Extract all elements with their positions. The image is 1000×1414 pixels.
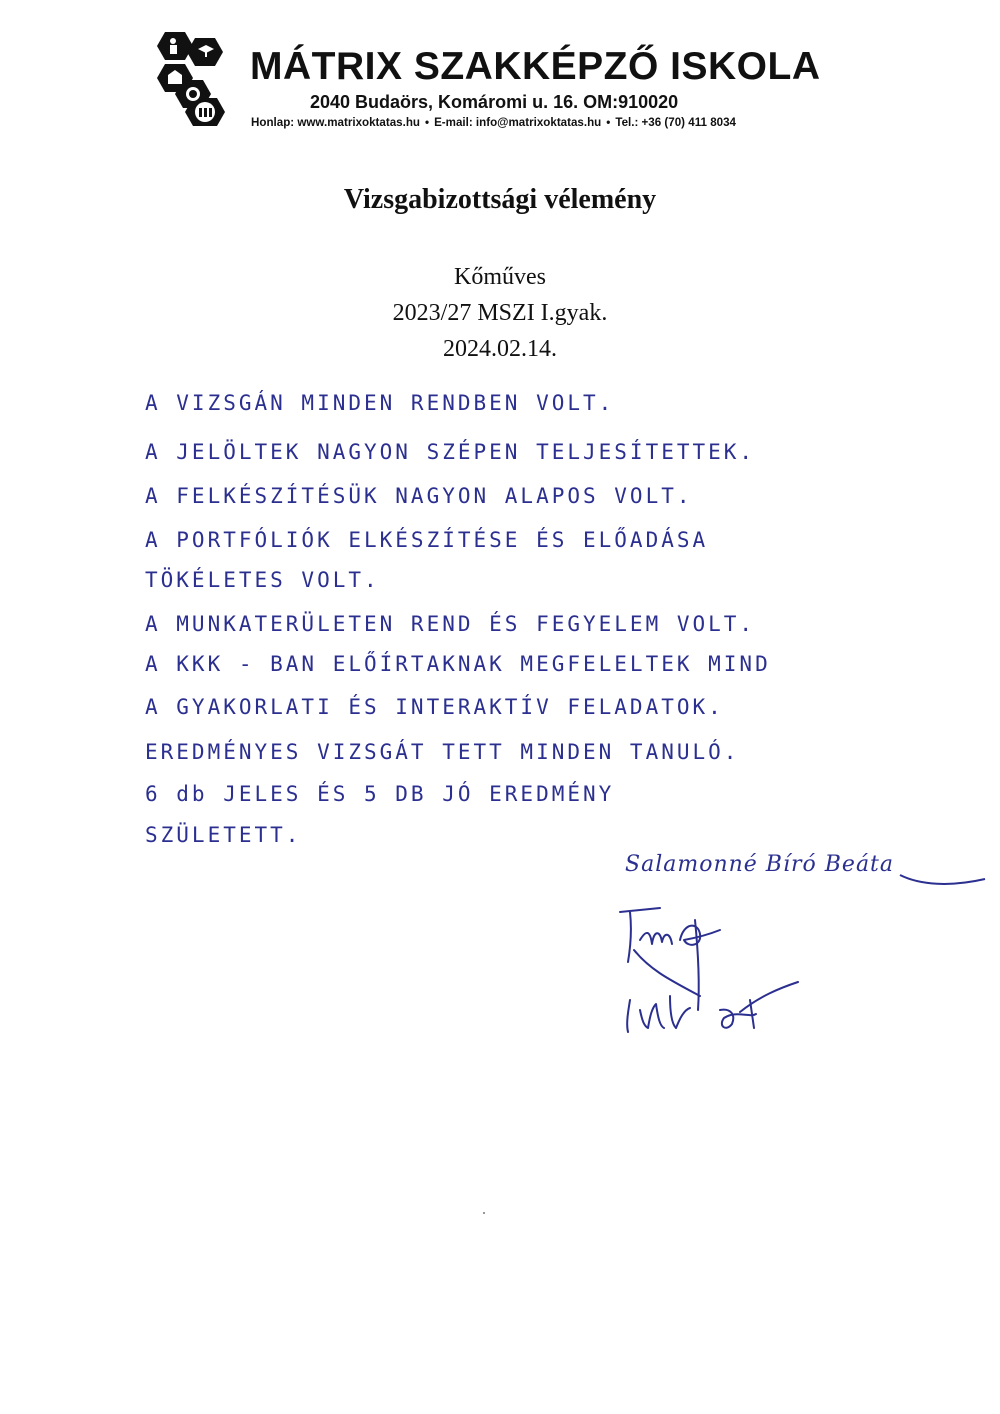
scan-speck — [483, 1212, 485, 1214]
school-website: Honlap: www.matrixoktatas.hu — [251, 116, 420, 129]
profession: Kőműves — [454, 264, 546, 290]
handwritten-line: TÖKÉLETES VOLT. — [145, 568, 380, 592]
handwritten-line: SZÜLETETT. — [145, 823, 302, 847]
handwritten-line: A GYAKORLATI ÉS INTERAKTÍV FELADATOK. — [145, 695, 724, 719]
school-name: MÁTRIX SZAKKÉPZŐ ISKOLA — [250, 45, 821, 88]
handwritten-line: A KKK - BAN ELŐÍRTAKNAK MEGFELELTEK MIND — [145, 652, 771, 676]
handwritten-line: 6 db JELES ÉS 5 DB JÓ EREDMÉNY — [145, 782, 615, 806]
school-phone: Tel.: +36 (70) 411 8034 — [615, 116, 736, 129]
handwritten-line: A VIZSGÁN MINDEN RENDBEN VOLT. — [145, 391, 615, 415]
school-contact-line — [251, 117, 736, 129]
signature-underline — [600, 855, 990, 895]
handwritten-line: A PORTFÓLIÓK ELKÉSZÍTÉSE ÉS ELŐADÁSA — [145, 528, 709, 552]
signature-scribble — [600, 900, 810, 1050]
school-email: E-mail: info@matrixoktatas.hu — [434, 116, 602, 129]
signature-salamonne-biro-beata: Salamonné Bíró Beáta — [625, 852, 895, 877]
handwritten-line: A JELÖLTEK NAGYON SZÉPEN TELJESÍTETTEK. — [145, 440, 756, 464]
exam-date: 2024.02.14. — [443, 336, 557, 362]
handwritten-line: A MUNKATERÜLETEN REND ÉS FEGYELEM VOLT. — [145, 612, 756, 636]
document-title: Vizsgabizottsági vélemény — [343, 184, 657, 215]
exam-group: 2023/27 MSZI I.gyak. — [392, 300, 608, 326]
school-logo-icon — [143, 28, 243, 130]
contact-separator: • — [606, 116, 611, 129]
school-address: 2040 Budaörs, Komáromi u. 16. OM:910020 — [310, 92, 679, 112]
handwritten-line: EREDMÉNYES VIZSGÁT TETT MINDEN TANULÓ. — [145, 740, 740, 764]
contact-separator: • — [425, 116, 430, 129]
handwritten-line: A FELKÉSZÍTÉSÜK NAGYON ALAPOS VOLT. — [145, 484, 693, 508]
